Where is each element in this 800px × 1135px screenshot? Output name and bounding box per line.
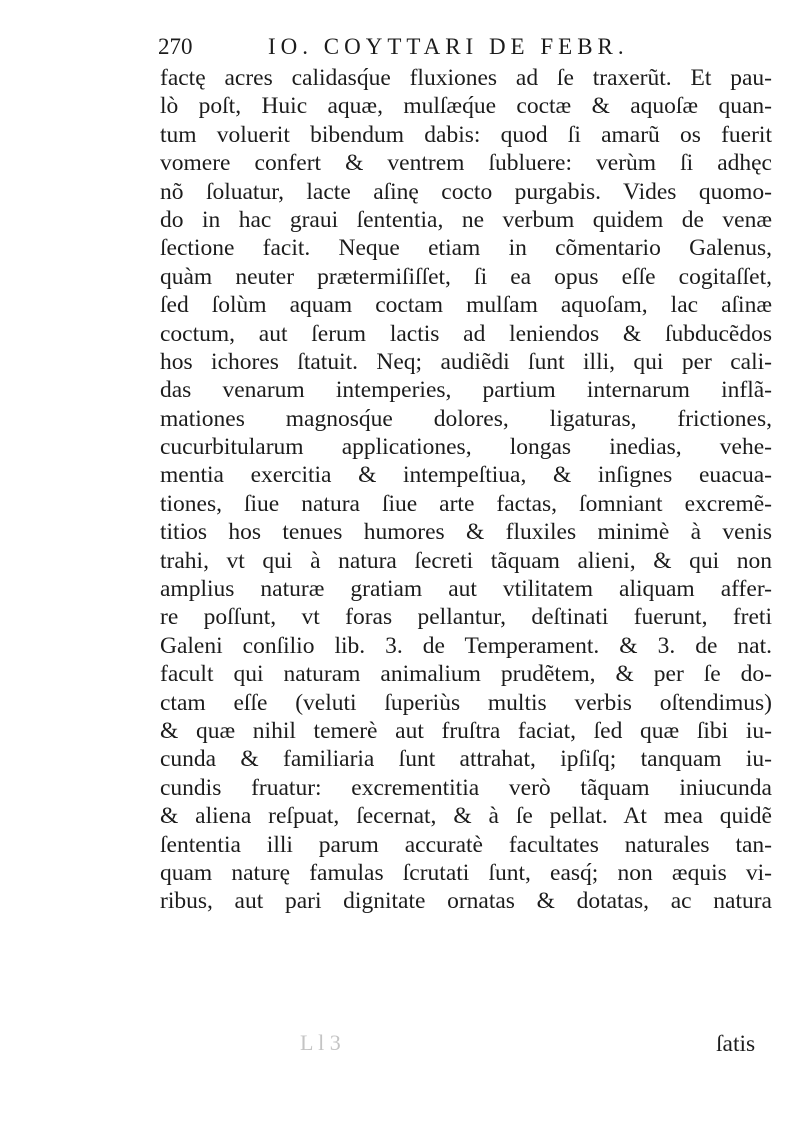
text-line: cucurbitularum applicationes, longas inedias, vehe-: [160, 434, 772, 461]
text-line: tum voluerit bibendum dabis: quod ſi amarũ os fuerit: [160, 121, 772, 148]
text-line: facult qui naturam animalium prudẽtem, & per ſe do-: [160, 661, 772, 688]
text-line: cunda & familiaria ſunt attrahat, ipſiſq; tanquam iu-: [160, 746, 772, 773]
text-line: re poſſunt, vt foras pellantur, deſtinati fuerunt, freti: [160, 604, 772, 631]
text-line: cundis fruatur: excrementitia verò tãquam iniucunda: [160, 774, 772, 801]
text-line: ſententia illi parum accuratè facultates naturales tan-: [160, 831, 772, 858]
text-line: & aliena reſpuat, ſecernat, & à ſe pellat. At mea quidẽ: [160, 803, 772, 830]
text-line: trahi, vt qui à natura ſecreti tãquam alieni, & qui non: [160, 547, 772, 574]
page-number: 270: [158, 34, 193, 59]
signature-mark: L l 3: [300, 1030, 341, 1055]
running-title: IO. COYTTARI DE FEBR.: [268, 34, 629, 59]
text-line: mationes magnosq́ue dolores, ligaturas, frictiones,: [160, 405, 772, 432]
text-line: ribus, aut pari dignitate ornatas & dotatas, ac natura: [160, 888, 772, 915]
text-line: lò poſt, Huic aquæ, mulſæq́ue coctæ & aquoſæ quan-: [160, 93, 772, 120]
text-line: do in hac graui ſententia, ne verbum quidem de venæ: [160, 206, 772, 233]
text-line: vomere confert & ventrem ſubluere: verùm ſi adhęc: [160, 150, 772, 177]
text-line: Galeni conſilio lib. 3. de Temperament. & 3. de nat.: [160, 632, 772, 659]
text-line: hos ichores ſtatuit. Neq; audiẽdi ſunt illi, qui per cali-: [160, 348, 772, 375]
text-line: ſed ſolùm aquam coctam mulſam aquoſam, lac aſinæ: [160, 292, 772, 319]
text-line: tiones, ſiue natura ſiue arte factas, ſomniant excremẽ-: [160, 490, 772, 517]
text-line: titios hos tenues humores & fluxiles minimè à venis: [160, 519, 772, 546]
catchword: ſatis: [716, 1031, 756, 1057]
text-line: ſectione facit. Neque etiam in cõmentario Galenus,: [160, 235, 772, 262]
text-line: quam naturę famulas ſcrutati ſunt, easq́; non æquis vi-: [160, 859, 772, 886]
body-text: [160, 64, 772, 916]
text-line: nõ ſoluatur, lacte aſinę cocto purgabis. Vides quomo-: [160, 178, 772, 205]
text-line: coctum, aut ſerum lactis ad leniendos & ſubducẽdos: [160, 320, 772, 347]
text-line: factę acres calidasq́ue fluxiones ad ſe traxerũt. Et pau-: [160, 65, 772, 91]
text-line: & quæ nihil temerè aut fruſtra faciat, ſed quæ ſibi iu-: [160, 717, 772, 744]
text-line: amplius naturæ gratiam aut vtilitatem aliquam affer-: [160, 576, 772, 603]
text-line: mentia exercitia & intempeſtiua, & inſignes euacua-: [160, 462, 772, 489]
text-line: das venarum intemperies, partium internarum inflã-: [160, 377, 772, 404]
text-line: ctam eſſe (veluti ſuperiùs multis verbis oſtendimus): [160, 689, 772, 716]
running-head: [158, 32, 678, 62]
text-line: quàm neuter prætermiſiſſet, ſi ea opus eſſe cogitaſſet,: [160, 263, 772, 290]
